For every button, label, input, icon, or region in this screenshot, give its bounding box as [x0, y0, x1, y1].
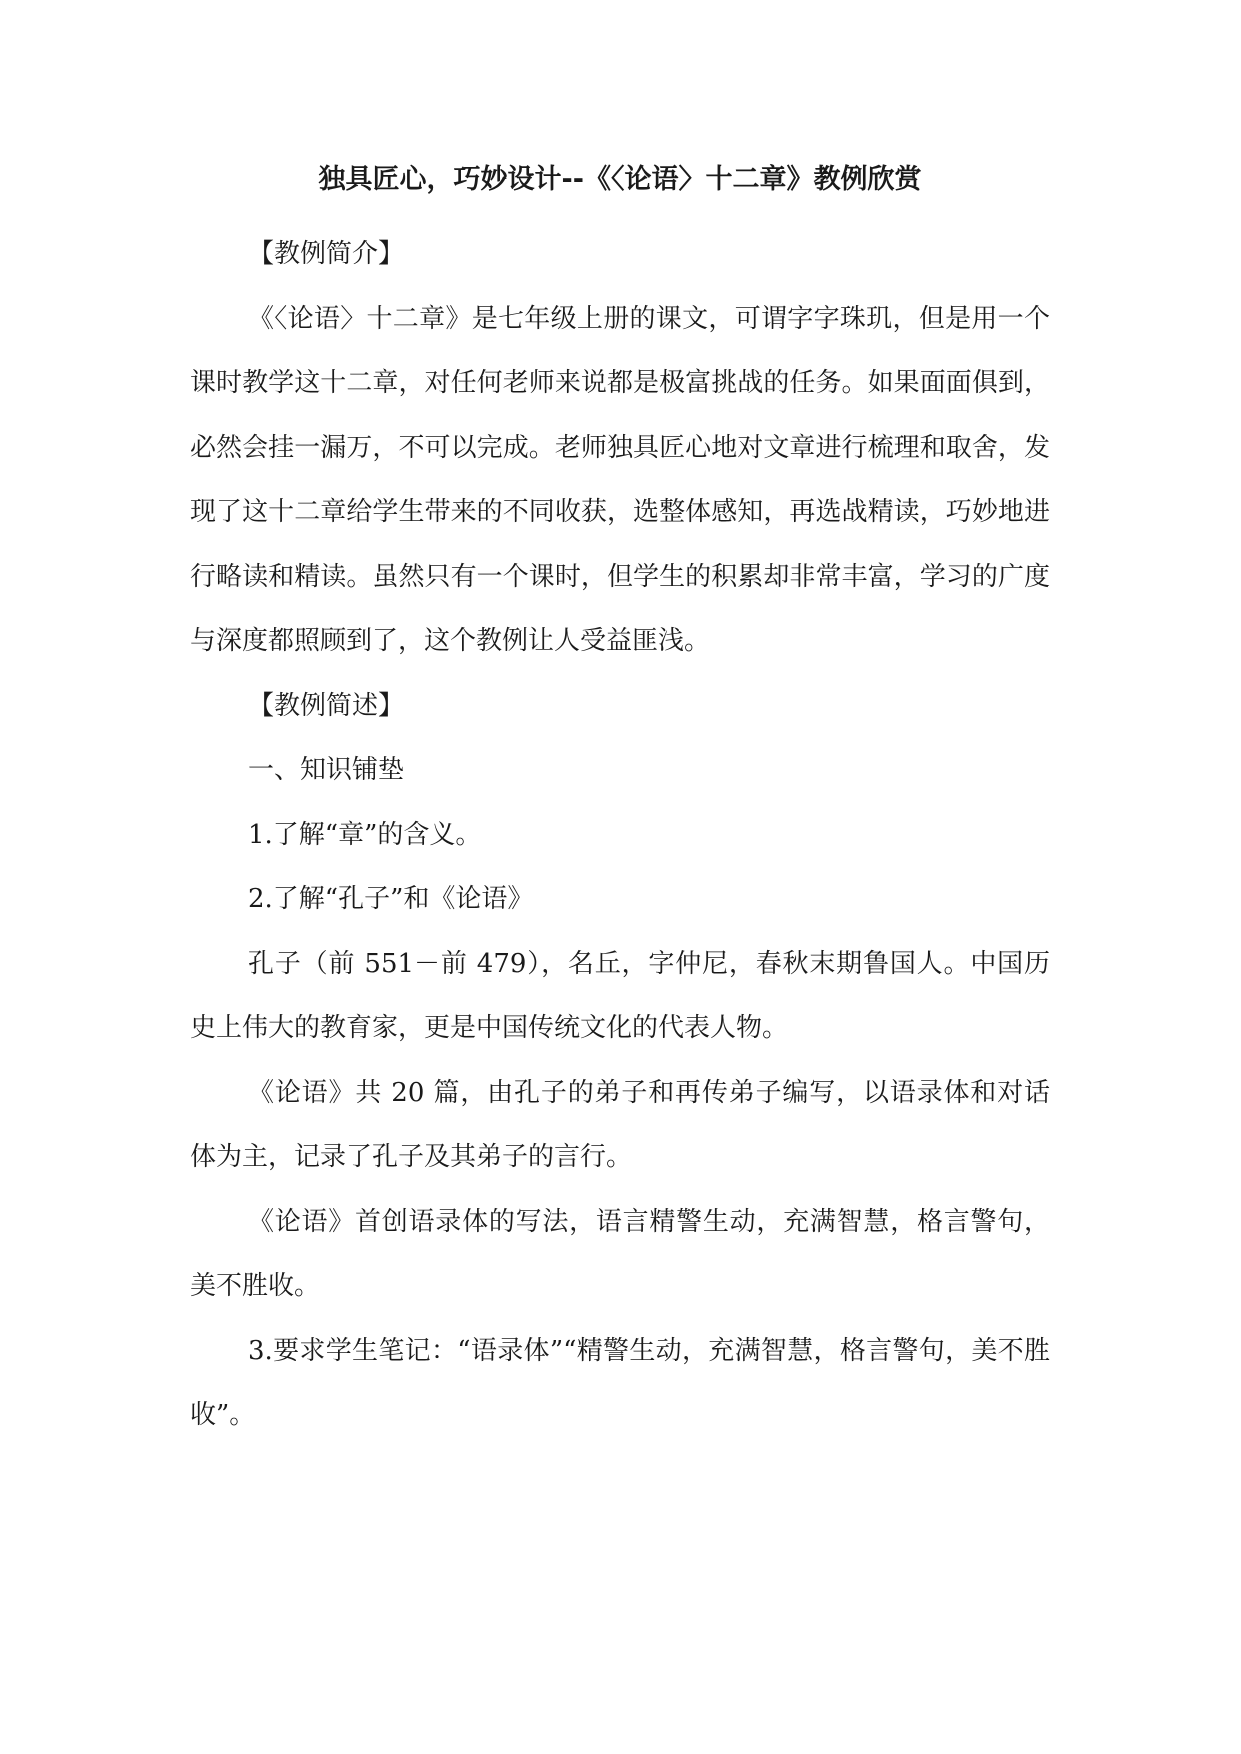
list-item-3: 3.要求学生笔记：“语录体”“精警生动，充满智慧，格言警句，美不胜收”。 — [190, 1335, 1050, 1430]
subsection-heading-knowledge: 一、知识铺垫 — [248, 755, 405, 785]
list-item-1: 1.了解“章”的含义。 — [248, 819, 482, 850]
paragraph-analects-style: 《论语》首创语录体的写法，语言精警生动，充满智慧，格言警句，美不胜收。 — [190, 1206, 1050, 1301]
section-heading-summary: 【教例简述】 — [248, 690, 405, 721]
paragraph-analects: 《论语》共 20 篇，由孔子的弟子和再传弟子编写，以语录体和对话体为主，记录了孔子及其弟子的言行。 — [190, 1077, 1050, 1172]
paragraph-confucius: 孔子（前 551－前 479），名丘，字仲尼，春秋末期鲁国人。中国历史上伟大的教育家，更是中国传统文化的代表人物。 — [190, 948, 1050, 1043]
paragraph-intro: 《〈论语〉十二章》是七年级上册的课文，可谓字字珠玑，但是用一个课时教学这十二章，对任何老师来说都是极富挑战的任务。如果面面俱到，必然会挂一漏万，不可以完成。老师独具匠心地对文章进行梳理和取舍，发现了这十二章给学生带来的不同收获，选整体感知，再选战精读，巧妙地进行略读和精读。虽然只有一个课时，但学生的积累却非常丰富，学习的广度与深度都照顾到了，这个教例让人受益匪浅。 — [190, 303, 1050, 656]
section-heading-intro: 【教例简介】 — [248, 239, 405, 269]
document-title: 独具匠心，巧妙设计--《〈论语〉十二章》教例欣赏 — [318, 164, 922, 195]
document-body — [190, 222, 1050, 1448]
list-item-2: 2.了解“孔子”和《论语》 — [248, 884, 534, 914]
